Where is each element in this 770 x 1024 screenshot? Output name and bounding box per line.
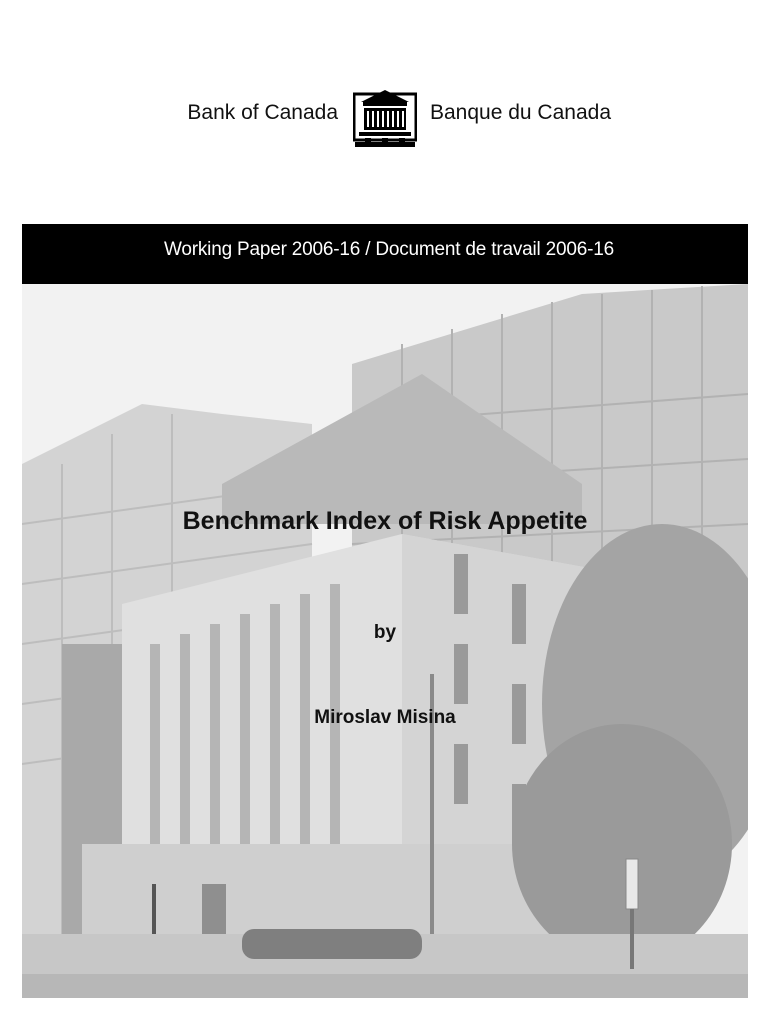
author-name: Miroslav Misina (314, 707, 456, 728)
bank-building-icon (353, 84, 417, 148)
banner-text: Working Paper 2006-16 / Document de travail 2006-16 (164, 239, 614, 260)
header (0, 78, 770, 158)
bank-name-french: Banque du Canada (430, 101, 611, 124)
by-label: by (373, 622, 397, 643)
paper-title-text: Benchmark Index of Risk Appetite (182, 507, 588, 535)
bank-name-english: Bank of Canada (187, 101, 338, 124)
working-paper-banner (22, 224, 748, 284)
paper-title (0, 507, 770, 536)
